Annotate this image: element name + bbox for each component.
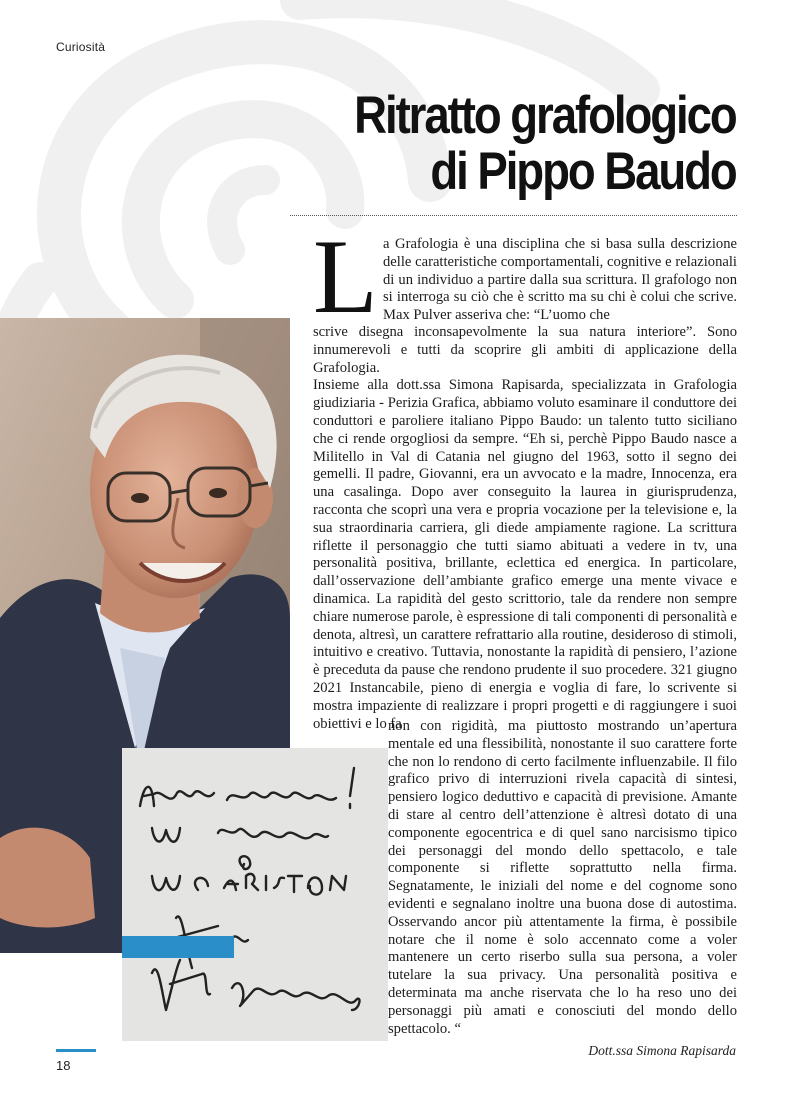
title-divider: [290, 215, 737, 216]
author-signature: Dott.ssa Simona Rapisarda: [588, 1043, 736, 1058]
title-line-2: di Pippo Baudo: [430, 142, 736, 201]
article-title: [354, 88, 736, 200]
section-label: Curiosità: [56, 40, 106, 54]
body-wide-column: [313, 324, 737, 733]
drop-cap: L: [313, 218, 378, 335]
handwritten-autograph: [122, 748, 388, 1041]
continued-paragraph: non con rigidità, ma piuttosto mostrando un’apertura mentale ed una flessibilità, nonostante il suo carattere forte che non lo rendono di certo facilmente influenzabile. Il filo grafico privo di interruzioni rivela capacità di sintesi, pensiero logico deduttivo e capacità di previsione. Amante di stare al centro dell’attenzione è altresì dotato di una componente egocentrica e di quel sano narcisismo tipico dei personaggi del mondo dello spettacolo, e tale componente si riflette soprattutto nella firma. Segnatamente, le iniziali del nome e del cognome sono evidenti e segnalano inoltre una buona dose di autostima. Osservando ancor più attentamente la firma, è possibile notare che il nome è solo accennato come a voler mantenere un certo riserbo sulla sua persona, a voler tutelare la sua privacy. Una personalità positiva e determinata ma anche riservata che lo ha reso uno dei personaggi più amati e conosciuti del mondo dello spettacolo. “: [388, 718, 737, 1037]
body-narrow-column: [388, 718, 737, 1038]
intro-paragraph-start: a Grafologia è una disciplina che si basa sulla descrizione delle caratteristiche comportamentali, cognitive e relazionali di un individuo a partire dalla sua scrittura. Il grafologo non si interroga su ciò che è scritto ma su chi è colui che scrive. Max Pulver asseriva che: “L’uomo che: [383, 236, 737, 324]
page-number: 18: [56, 1058, 71, 1073]
main-paragraph: Insieme alla dott.ssa Simona Rapisarda, specializzata in Grafologia giudiziaria - Perizia Grafica, abbiamo voluto esaminare il conduttore dei conduttori e paroliere italiano Pippo Baudo: un talento tutto siciliano che ci rende orgogliosi da sempre. “Eh si, perchè Pippo Baudo nasce a Militello in Val di Catania nel giugno del 1963, sotto il segno dei gemelli. Il padre, Giovanni, era un avvocato e la madre, Innocenza, era una casalinga. Dopo aver conseguito la laurea in giurisprudenza, racconta che scoprì una vera e propria vocazione per la televisione e, la sua straordinaria carriera, gli diede ampiamente ragione. La scrittura riflette il personaggio che tutti siamo abituati a vedere in tv, una personalità positiva, brillante, eclettica ed energica. In particolare, dall’osservazione dell’ambiante grafico emerge una mente vivace e dinamica. La rapidità del gesto scrittorio, tale da rendere non sempre chiare numerose parole, è espressione di tali componenti di personalità e denota, altresì, un carattere refrattario alla routine, desideroso di stimoli, intuitivo e creativo. Tuttavia, nonostante la rapidità di pensiero, l’azione è preceduta da pause che rendono prudente il suo procedere. 321 giugno 2021 Instancabile, pieno di energia e voglia di fare, lo scrivente si mostra impaziente di realizzare i propri progetti e di raggiungere i suoi obiettivi e lo fa: [313, 377, 737, 732]
intro-top-text: [383, 236, 737, 325]
footer-accent-line: [56, 1049, 96, 1052]
accent-bar: [122, 936, 234, 958]
title-line-1: Ritratto grafologico: [354, 86, 736, 145]
autograph-illustration: [122, 748, 388, 1041]
intro-paragraph-end: scrive disegna inconsapevolmente la sua natura interiore”. Sono innumerevoli e tutti da scoprire gli ambiti di applicazione della Grafologia.: [313, 324, 737, 376]
